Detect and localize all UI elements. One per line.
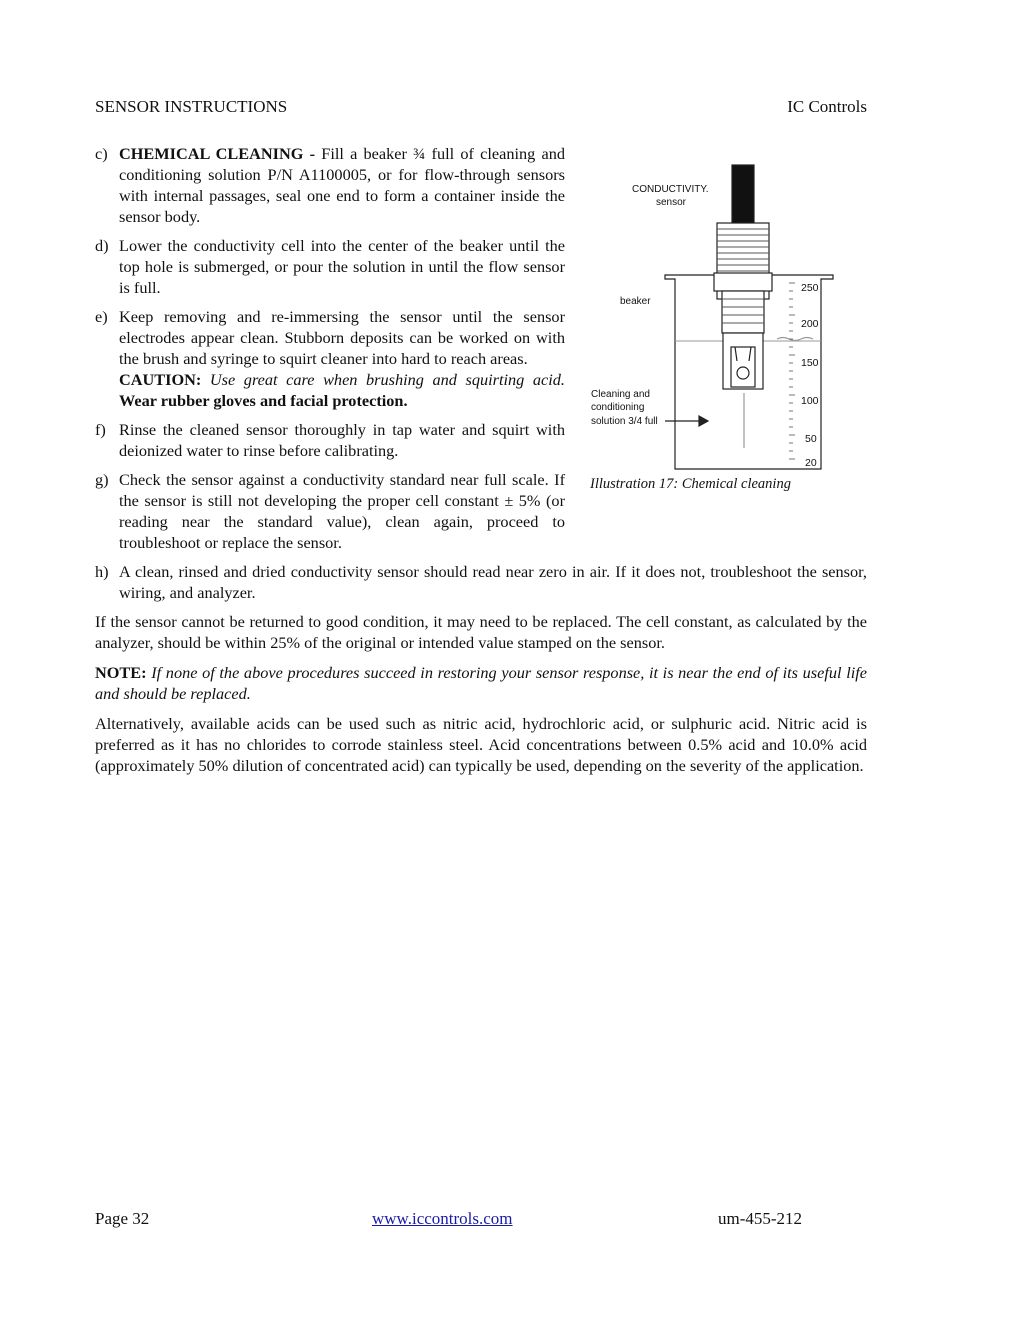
scale-50: 50	[805, 433, 817, 445]
label-solution: solution 3/4 full	[591, 416, 658, 427]
document-id: um-455-212	[718, 1209, 803, 1228]
header-company: IC Controls	[787, 97, 867, 116]
scale-20: 20	[805, 457, 817, 469]
website-link[interactable]: www.iccontrols.com	[372, 1209, 513, 1228]
header-title: SENSOR INSTRUCTIONS	[95, 97, 288, 116]
scale-250: 250	[801, 282, 819, 294]
figure-caption: Illustration 17: Chemical cleaning	[590, 476, 791, 492]
illustration-chemical-cleaning	[577, 143, 867, 503]
list-item-e: e) Keep removing and re-immersing the sensor until the sensor electrodes appear clean. Stubborn deposits can be worked on with the brush and syringe to squirt cleaner into hard to reach areas. CAUTION: Use great care when brushing and squirting acid. Wear rubber gloves and facial protection.	[95, 307, 565, 410]
label-cleaning: Cleaning and	[591, 389, 650, 400]
main-content	[95, 143, 867, 785]
note-paragraph: NOTE: If none of the above procedures succeed in restoring your sensor response, it is near the end of its useful life and should be replaced.	[95, 663, 867, 703]
page-number: Page 32	[95, 1209, 150, 1228]
label-conductivity: CONDUCTIVITY.	[632, 184, 709, 195]
label-conditioning: conditioning	[591, 402, 645, 413]
list-item-c: c) CHEMICAL CLEANING - Fill a beaker ¾ full of cleaning and conditioning solution P/N A1100005, or for flow-through sensors with internal passages, seal one end to form a container inside the sensor body.	[95, 144, 565, 226]
scale-100: 100	[801, 395, 819, 407]
chemical-cleaning-heading: CHEMICAL CLEANING -	[119, 144, 316, 163]
paragraph-acids: Alternatively, available acids can be used such as nitric acid, hydrochloric acid, or sulphuric acid. Nitric acid is preferred as it has no chlorides to corrode stainless steel. Acid concentrations between 0.5% acid and 10.0% acid (approximately 50% dilution of concentrated acid) can typically be used, depending on the severity of the application.	[95, 714, 867, 775]
list-item-f: f) Rinse the cleaned sensor thoroughly in tap water and squirt with deionized water to rinse before calibrating.	[95, 420, 565, 460]
scale-150: 150	[801, 357, 819, 369]
label-sensor: sensor	[656, 197, 687, 208]
caution-note: CAUTION: Use great care when brushing and squirting acid. Wear rubber gloves and facial protection.	[119, 370, 565, 410]
scale-200: 200	[801, 318, 819, 330]
list-item-g: g) Check the sensor against a conductivity standard near full scale. If the sensor is still not developing the proper cell constant ± 5% (or reading near the standard value), clean again, proceed to troubleshoot or replace the sensor.	[95, 470, 565, 552]
paragraph-cell-constant: If the sensor cannot be returned to good condition, it may need to be replaced. The cell constant, as calculated by the analyzer, should be within 25% of the original or intended value stamped on the sensor.	[95, 612, 867, 652]
list-item-h: h) A clean, rinsed and dried conductivity sensor should read near zero in air. If it does not, troubleshoot the sensor, wiring, and analyzer.	[95, 562, 867, 602]
list-item-d: d) Lower the conductivity cell into the center of the beaker until the top hole is submerged, or pour the solution in until the flow sensor is full.	[95, 236, 565, 297]
label-beaker: beaker	[620, 296, 651, 307]
